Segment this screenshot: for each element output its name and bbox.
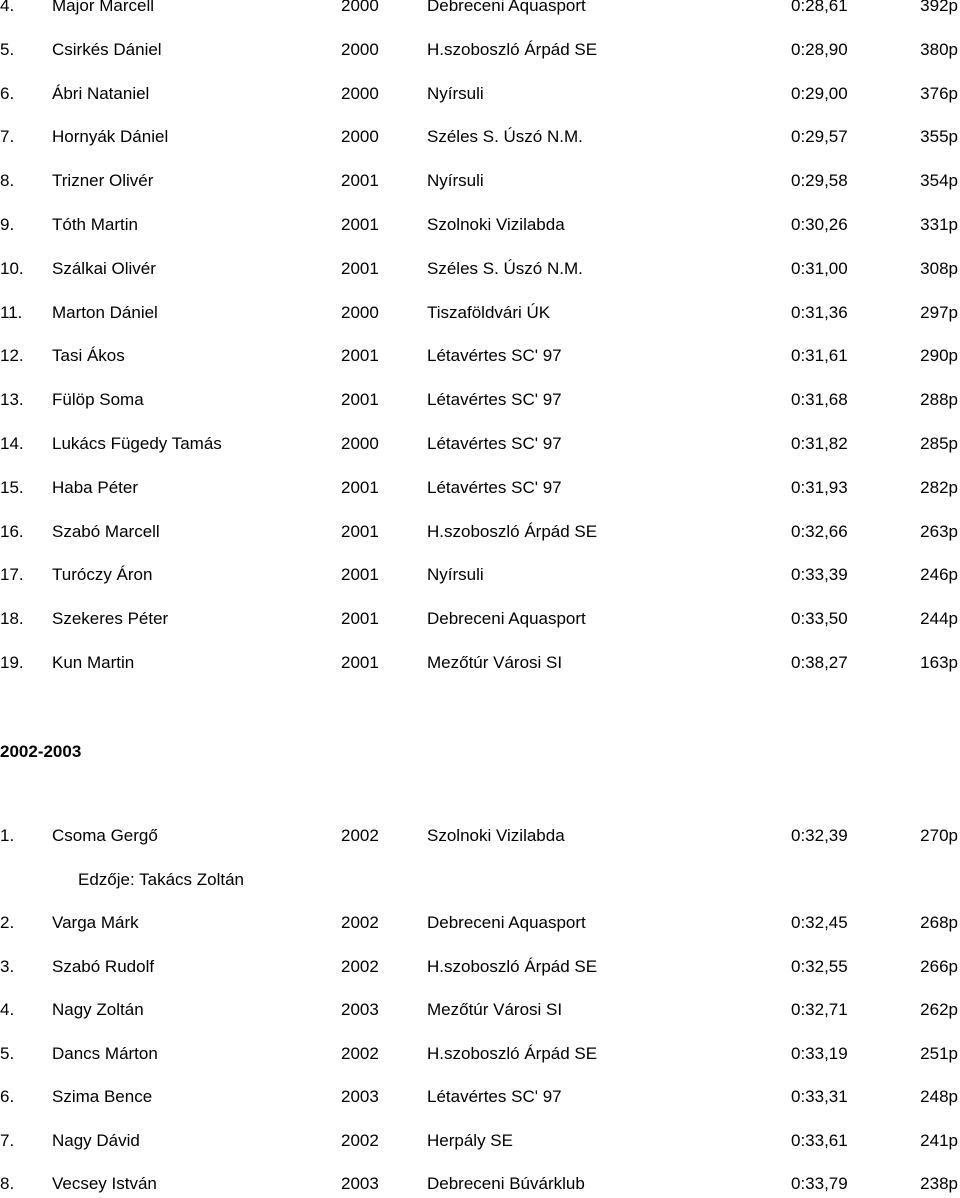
result-club: H.szoboszló Árpád SE bbox=[427, 40, 598, 59]
result-place: 16. bbox=[0, 522, 24, 541]
result-time: 0:33,31 bbox=[791, 1087, 848, 1106]
result-time: 0:33,39 bbox=[791, 565, 848, 584]
result-club: Mezőtúr Városi SI bbox=[427, 1000, 563, 1019]
result-name: Szabó Rudolf bbox=[52, 957, 155, 976]
result-row bbox=[0, 37, 960, 63]
result-name: Szabó Marcell bbox=[52, 522, 160, 541]
result-row bbox=[0, 997, 960, 1023]
result-year: 2001 bbox=[341, 215, 379, 234]
result-club: H.szoboszló Árpád SE bbox=[427, 522, 598, 541]
result-name: Fülöp Soma bbox=[52, 390, 144, 409]
result-time: 0:33,50 bbox=[791, 609, 848, 628]
result-time: 0:33,61 bbox=[791, 1131, 848, 1150]
result-points: 354p bbox=[920, 171, 958, 190]
result-club: H.szoboszló Árpád SE bbox=[427, 1044, 598, 1063]
result-row bbox=[0, 81, 960, 107]
result-year: 2002 bbox=[341, 826, 379, 845]
result-club: Mezőtúr Városi SI bbox=[427, 653, 563, 672]
result-club: Herpály SE bbox=[427, 1131, 513, 1150]
result-points: 163p bbox=[920, 653, 958, 672]
result-row bbox=[0, 124, 960, 150]
result-place: 2. bbox=[0, 913, 15, 932]
result-row bbox=[0, 300, 960, 326]
result-time: 0:30,26 bbox=[791, 215, 848, 234]
result-time: 0:32,66 bbox=[791, 522, 848, 541]
result-club: Szolnoki Vizilabda bbox=[427, 215, 565, 234]
result-year: 2002 bbox=[341, 1131, 379, 1150]
result-club: Széles S. Úszó N.M. bbox=[427, 127, 583, 146]
result-place: 13. bbox=[0, 390, 24, 409]
result-club: Szolnoki Vizilabda bbox=[427, 826, 565, 845]
result-year: 2000 bbox=[341, 0, 379, 15]
result-club: Debreceni Aquasport bbox=[427, 0, 586, 15]
result-name: Dancs Márton bbox=[52, 1044, 158, 1063]
result-year: 2001 bbox=[341, 171, 379, 190]
result-row bbox=[0, 519, 960, 545]
result-points: 331p bbox=[920, 215, 958, 234]
result-year: 2000 bbox=[341, 40, 379, 59]
coach-note: Edzője: Takács Zoltán bbox=[78, 870, 244, 889]
result-name: Kun Martin bbox=[52, 653, 135, 672]
result-name: Nagy Zoltán bbox=[52, 1000, 144, 1019]
result-name: Csirkés Dániel bbox=[52, 40, 162, 59]
result-row bbox=[0, 431, 960, 457]
result-club: Létavértes SC' 97 bbox=[427, 434, 562, 453]
result-time: 0:32,45 bbox=[791, 913, 848, 932]
result-name: Varga Márk bbox=[52, 913, 139, 932]
result-name: Szekeres Péter bbox=[52, 609, 169, 628]
result-club: Létavértes SC' 97 bbox=[427, 390, 562, 409]
result-name: Ábri Nataniel bbox=[52, 84, 150, 103]
result-club: Tiszaföldvári ÚK bbox=[427, 303, 551, 322]
result-place: 18. bbox=[0, 609, 24, 628]
result-time: 0:32,39 bbox=[791, 826, 848, 845]
result-time: 0:29,57 bbox=[791, 127, 848, 146]
result-club: Nyírsuli bbox=[427, 171, 484, 190]
result-points: 251p bbox=[920, 1044, 958, 1063]
result-name: Szima Bence bbox=[52, 1087, 153, 1106]
result-row bbox=[0, 256, 960, 282]
result-name: Turóczy Áron bbox=[52, 565, 153, 584]
result-name: Haba Péter bbox=[52, 478, 138, 497]
result-club: Létavértes SC' 97 bbox=[427, 1087, 562, 1106]
result-points: 241p bbox=[920, 1131, 958, 1150]
result-place: 12. bbox=[0, 346, 24, 365]
result-row bbox=[0, 168, 960, 194]
result-place: 6. bbox=[0, 84, 15, 103]
result-year: 2001 bbox=[341, 522, 379, 541]
result-place: 3. bbox=[0, 957, 15, 976]
result-place: 7. bbox=[0, 1131, 15, 1150]
result-time: 0:31,61 bbox=[791, 346, 848, 365]
result-time: 0:31,00 bbox=[791, 259, 848, 278]
result-year: 2002 bbox=[341, 957, 379, 976]
result-row bbox=[0, 0, 960, 19]
result-place: 17. bbox=[0, 565, 24, 584]
result-points: 308p bbox=[920, 259, 958, 278]
result-name: Csoma Gergő bbox=[52, 826, 158, 845]
result-club: Debreceni Aquasport bbox=[427, 609, 586, 628]
result-club: Nyírsuli bbox=[427, 84, 484, 103]
result-year: 2001 bbox=[341, 609, 379, 628]
result-place: 6. bbox=[0, 1087, 15, 1106]
result-points: 238p bbox=[920, 1174, 958, 1193]
result-row bbox=[0, 910, 960, 936]
result-time: 0:29,00 bbox=[791, 84, 848, 103]
result-place: 7. bbox=[0, 127, 15, 146]
result-points: 248p bbox=[920, 1087, 958, 1106]
result-club: H.szoboszló Árpád SE bbox=[427, 957, 598, 976]
result-name: Trizner Olivér bbox=[52, 171, 154, 190]
result-time: 0:28,61 bbox=[791, 0, 848, 15]
result-name: Vecsey István bbox=[52, 1174, 157, 1193]
result-place: 19. bbox=[0, 653, 24, 672]
section-title: 2002-2003 bbox=[0, 742, 82, 761]
result-place: 4. bbox=[0, 0, 15, 15]
result-year: 2001 bbox=[341, 653, 379, 672]
result-points: 380p bbox=[920, 40, 958, 59]
result-club: Nyírsuli bbox=[427, 565, 484, 584]
result-row bbox=[0, 823, 960, 849]
result-name: Major Marcell bbox=[52, 0, 155, 15]
result-club: Széles S. Úszó N.M. bbox=[427, 259, 583, 278]
result-year: 2001 bbox=[341, 390, 379, 409]
result-year: 2002 bbox=[341, 913, 379, 932]
result-name: Tóth Martin bbox=[52, 215, 138, 234]
result-points: 282p bbox=[920, 478, 958, 497]
result-place: 5. bbox=[0, 1044, 15, 1063]
result-points: 288p bbox=[920, 390, 958, 409]
result-points: 262p bbox=[920, 1000, 958, 1019]
result-time: 0:31,68 bbox=[791, 390, 848, 409]
result-place: 8. bbox=[0, 171, 15, 190]
result-place: 15. bbox=[0, 478, 24, 497]
result-year: 2001 bbox=[341, 565, 379, 584]
result-time: 0:38,27 bbox=[791, 653, 848, 672]
result-points: 355p bbox=[920, 127, 958, 146]
result-club: Létavértes SC' 97 bbox=[427, 346, 562, 365]
result-points: 270p bbox=[920, 826, 958, 845]
result-time: 0:29,58 bbox=[791, 171, 848, 190]
result-time: 0:31,93 bbox=[791, 478, 848, 497]
result-year: 2001 bbox=[341, 478, 379, 497]
result-row bbox=[0, 1041, 960, 1067]
result-row bbox=[0, 1171, 960, 1197]
result-place: 5. bbox=[0, 40, 15, 59]
result-name: Tasi Ákos bbox=[52, 346, 125, 365]
result-points: 376p bbox=[920, 84, 958, 103]
result-time: 0:31,82 bbox=[791, 434, 848, 453]
result-time: 0:28,90 bbox=[791, 40, 848, 59]
result-year: 2000 bbox=[341, 303, 379, 322]
result-points: 263p bbox=[920, 522, 958, 541]
result-points: 297p bbox=[920, 303, 958, 322]
result-year: 2000 bbox=[341, 434, 379, 453]
result-name: Hornyák Dániel bbox=[52, 127, 169, 146]
result-name: Nagy Dávid bbox=[52, 1131, 140, 1150]
result-place: 8. bbox=[0, 1174, 15, 1193]
result-year: 2000 bbox=[341, 127, 379, 146]
result-points: 266p bbox=[920, 957, 958, 976]
result-club: Debreceni Búvárklub bbox=[427, 1174, 585, 1193]
result-row bbox=[0, 387, 960, 413]
result-row bbox=[0, 212, 960, 238]
result-place: 10. bbox=[0, 259, 24, 278]
result-points: 290p bbox=[920, 346, 958, 365]
result-row bbox=[0, 1128, 960, 1154]
result-name: Marton Dániel bbox=[52, 303, 158, 322]
result-time: 0:31,36 bbox=[791, 303, 848, 322]
result-year: 2002 bbox=[341, 1044, 379, 1063]
result-time: 0:33,79 bbox=[791, 1174, 848, 1193]
result-year: 2003 bbox=[341, 1000, 379, 1019]
result-name: Szálkai Olivér bbox=[52, 259, 156, 278]
result-row bbox=[0, 606, 960, 632]
result-points: 246p bbox=[920, 565, 958, 584]
result-row bbox=[0, 1084, 960, 1110]
result-row bbox=[0, 343, 960, 369]
result-time: 0:32,71 bbox=[791, 1000, 848, 1019]
result-place: 4. bbox=[0, 1000, 15, 1019]
result-place: 1. bbox=[0, 826, 15, 845]
result-time: 0:33,19 bbox=[791, 1044, 848, 1063]
result-year: 2000 bbox=[341, 84, 379, 103]
result-place: 9. bbox=[0, 215, 15, 234]
result-row bbox=[0, 954, 960, 980]
result-row bbox=[0, 475, 960, 501]
result-name: Lukács Fügedy Tamás bbox=[52, 434, 222, 453]
result-points: 268p bbox=[920, 913, 958, 932]
result-points: 285p bbox=[920, 434, 958, 453]
result-year: 2003 bbox=[341, 1087, 379, 1106]
result-year: 2001 bbox=[341, 259, 379, 278]
result-time: 0:32,55 bbox=[791, 957, 848, 976]
result-year: 2003 bbox=[341, 1174, 379, 1193]
result-place: 11. bbox=[0, 303, 23, 322]
result-club: Létavértes SC' 97 bbox=[427, 478, 562, 497]
result-row bbox=[0, 562, 960, 588]
result-year: 2001 bbox=[341, 346, 379, 365]
result-place: 14. bbox=[0, 434, 24, 453]
result-points: 244p bbox=[920, 609, 958, 628]
result-row bbox=[0, 650, 960, 676]
result-points: 392p bbox=[920, 0, 958, 15]
result-club: Debreceni Aquasport bbox=[427, 913, 586, 932]
